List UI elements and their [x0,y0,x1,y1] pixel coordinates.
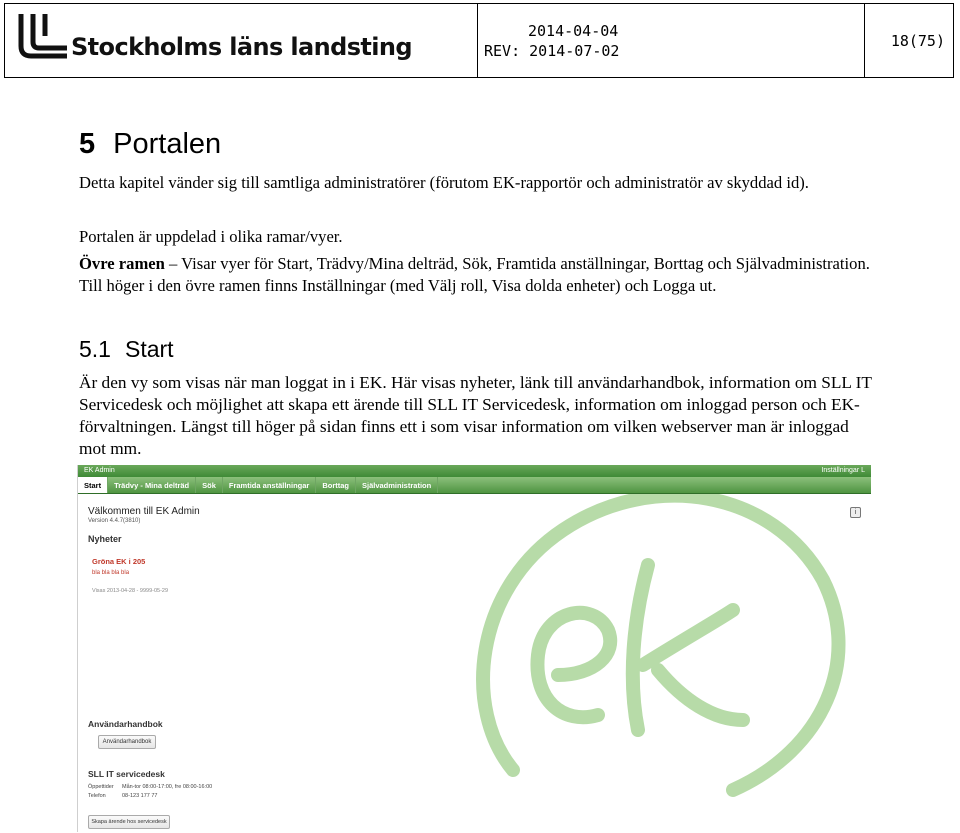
servicedesk-hours: Mån-tor 08:00-17:00, fre 08:00-16:00 [122,784,213,790]
create-ticket-button[interactable]: Skapa ärende hos servicedesk [88,815,170,829]
news-text: bla bla bla bla [92,570,130,576]
page-header [4,3,954,78]
upper-frame-dash: – [164,254,182,273]
sll-logo-icon [13,12,69,62]
news-heading: Nyheter [88,534,122,544]
upper-frame-text: Visar vyer för Start, Trädvy/Mina delträd, Sök, Framtida anställningar, Borttag och Självadministration. Till höger i den övre ramen finns Inställningar (med Välj roll, Visa dolda enheter) och Logga ut. [79,254,870,295]
servicedesk-hours-label: Öppettider [88,784,114,790]
divided-paragraph: Portalen är uppdelad i olika ramar/vyer. [79,227,343,246]
tab-bar [78,477,871,494]
upper-frame-paragraph [79,253,879,296]
subsection-title: Start [124,336,174,362]
document-date: 2014-04-04 [528,21,619,40]
subsection-number: 5.1 [79,336,111,362]
news-title: Gröna EK i 205 [92,557,146,566]
info-icon[interactable]: i [850,507,861,518]
version-label: Version 4.4.7(3810) [88,518,141,524]
org-name: Stockholms läns landsting [71,33,412,61]
servicedesk-phone: 08-123 177 77 [122,793,158,799]
servicedesk-phone-label: Telefon [88,793,106,799]
ek-admin-screenshot [77,465,871,832]
manual-button[interactable]: Användarhandbok [98,735,156,749]
servicedesk-heading: SLL IT servicedesk [88,769,165,779]
page-number: 18(75) [890,31,945,50]
start-paragraph: Är den vy som visas när man loggat in i EK. Här visas nyheter, länk till användarhandbok, information om SLL IT Servicedesk och möjlighet att skapa ett ärende till SLL IT Servicedesk, information om inloggad person och EK-förvaltningen. Längst till höger på sidan finns ett i som visar information om vilken webserver man är inloggad mot mm. [79,373,872,458]
revision-date: REV: 2014-07-02 [484,41,620,60]
logo-cell [5,4,478,77]
subsection-heading [79,336,174,363]
date-cell [478,4,865,77]
intro-paragraph: Detta kapitel vänder sig till samtliga administratörer (förutom EK-rapportör och administratör av skyddad id). [79,173,809,192]
ek-watermark-icon [443,470,863,830]
welcome-title: Välkommen till EK Admin [88,506,200,517]
tab-self-administration[interactable]: Självadministration [356,477,438,493]
settings-link[interactable]: Inställningar L [821,467,865,474]
tab-start[interactable]: Start [78,477,108,493]
app-titlebar [78,465,871,477]
tab-removal[interactable]: Borttag [316,477,356,493]
app-title: EK Admin [84,467,115,474]
section-heading [79,128,221,161]
tab-search[interactable]: Sök [196,477,223,493]
tab-future-employments[interactable]: Framtida anställningar [223,477,316,493]
tab-tree-view[interactable]: Trädvy - Mina delträd [108,477,196,493]
upper-frame-label: Övre ramen [79,254,165,273]
section-number: 5 [79,128,96,160]
section-title: Portalen [113,128,222,160]
news-date: Visas 2013-04-28 - 9999-05-29 [92,588,169,594]
manual-heading: Användarhandbok [88,719,163,729]
